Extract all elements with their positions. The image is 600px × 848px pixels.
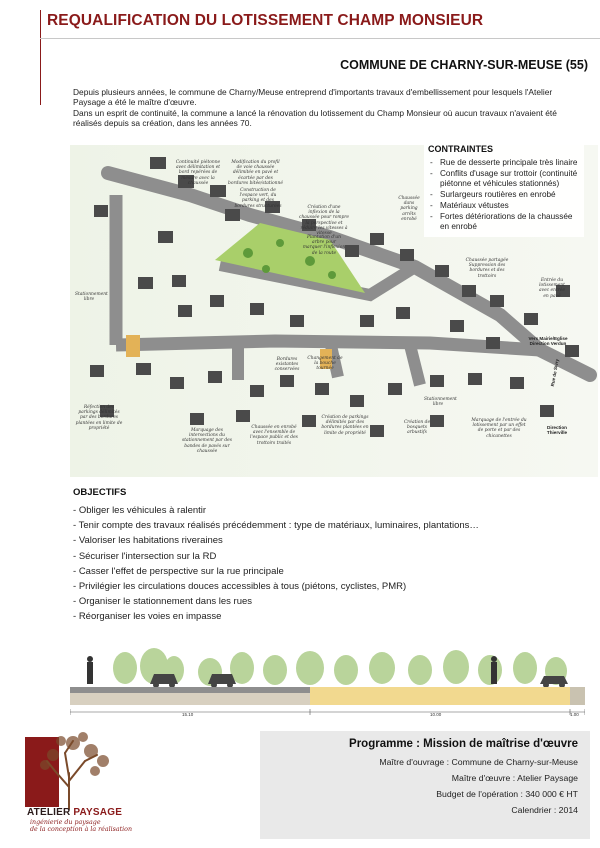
constraint-item: - Matériaux vétustes — [440, 201, 580, 211]
program-owner: Maître d'ouvrage : Commune de Charny-sur-Meuse — [379, 757, 578, 767]
curb — [570, 687, 585, 705]
logo-name-left: ATELIER — [27, 807, 71, 818]
dimension-label: 15.10 — [182, 712, 194, 717]
tree — [243, 248, 253, 258]
plan-annotation: Chaussée en enrobé avec l'ensemble de l'espace public et des trottoirs traités — [250, 425, 298, 446]
plan-annotation: Stationnement libre — [424, 397, 457, 408]
car-figures — [150, 674, 568, 688]
plan-annotation: Chaussée partagée Suppression des bordures et des trottoirs — [465, 258, 509, 279]
street-cross-section — [70, 640, 585, 722]
tree — [276, 239, 284, 247]
objective-item: - Organiser le stationnement dans les rues — [73, 594, 573, 609]
constraint-item: - Conflits d'usage sur trottoir (continuité piétonne et véhicules stationnés) — [440, 169, 580, 189]
objective-item: - Privilégier les circulations douces accessibles à tous (piétons, cyclistes, PMR) — [73, 579, 573, 594]
plan-annotation: Continuité piétonne avec délimitation et bord repérées de mesure avec la chaussée — [175, 160, 221, 186]
logo-subtitle — [30, 819, 132, 833]
tree-logo-icon — [25, 731, 130, 811]
parking-area — [126, 335, 140, 357]
logo-wordmark — [27, 807, 122, 818]
page-title: REQUALIFICATION DU LOTISSEMENT CHAMP MONSIEUR — [47, 12, 484, 29]
intro-paragraph-2: Dans un esprit de continuité, la commune a lancé la rénovation du lotissement du Champ Monsieur où aucun travaux n'avaient été réalisés depuis sa création, dans les années 70. — [73, 107, 557, 129]
objectives-list — [73, 503, 573, 625]
logo-subtitle-1: ingénierie du paysage — [30, 819, 101, 826]
plan-annotation: Réfection des parkings délimités par des bordures plantées en limite de propriété — [75, 405, 123, 431]
tree — [305, 256, 315, 266]
constraint-item: - Fortes détériorations de la chaussée en enrobé — [440, 212, 580, 232]
plan-annotation: Création de bosquets arbustifs — [403, 420, 431, 436]
cross-section-drawing — [70, 640, 585, 722]
plan-annotation: Entrée du lotissement avec entrée en pavé — [538, 278, 566, 299]
logo-name-right: PAYSAGE — [73, 807, 123, 818]
objective-item: - Tenir compte des travaux réalisés précédemment : type de matériaux, luminaires, plantations… — [73, 518, 573, 533]
plan-annotation: Stationnement libre — [75, 292, 108, 303]
objective-item: - Obliger les véhicules à ralentir — [73, 503, 573, 518]
tree — [328, 271, 336, 279]
road-name-label: Rue de Sivry — [549, 358, 560, 387]
constraints-list — [428, 158, 580, 232]
program-designer: Maître d'œuvre : Atelier Paysage — [451, 773, 578, 783]
program-panel — [260, 731, 590, 839]
plan-annotation: Création de parkings délimités par des bordures plantées en limite de propriété — [321, 415, 369, 436]
objective-item: - Valoriser les habitations riveraines — [73, 533, 573, 548]
plan-annotation: Bordures existantes conservées — [274, 357, 300, 373]
plan-annotation: Chaussée dans parking arrêts enrobé — [398, 196, 420, 222]
program-calendar: Calendrier : 2014 — [511, 805, 578, 815]
plan-annotation: Plantation d'un arbre pour marquer l'inflexion de la route — [302, 235, 346, 256]
dimension-label: 1.00 — [570, 712, 579, 717]
objective-item: - Sécuriser l'intersection sur la RD — [73, 549, 573, 564]
program-budget: Budget de l'opération : 340 000 € HT — [436, 789, 578, 799]
intro-text — [73, 87, 578, 129]
plan-annotation: Création d'une inflexion de la chaussée pour rompre la perspective et réduire les vitesses à vitesse — [298, 205, 350, 237]
trees-row — [113, 648, 567, 686]
constraints-title: CONTRAINTES — [428, 144, 493, 154]
objective-item: - Casser l'effet de perspective sur la rue principale — [73, 564, 573, 579]
constraints-panel — [424, 142, 584, 237]
plan-annotation: Modification du profil de voie chaussée délimitée en pavé et écartée par des bordures bitée/stationné — [228, 160, 283, 186]
program-title: Programme : Mission de maîtrise d'œuvre — [349, 738, 578, 750]
direction-north-label: Vers Mairie/Eglise Direction Verdun — [528, 336, 568, 347]
tree — [262, 265, 270, 273]
logo-subtitle-2: de la conception à la réalisation — [30, 826, 132, 833]
objectives-section — [73, 487, 573, 625]
plan-annotation: Marquage de l'entrée du lotissement par un effet de porte et par des chicanettes — [471, 418, 527, 439]
plan-annotation: Marquage des intersections du stationnement par des bandes de pavés sur chaussée — [181, 428, 233, 454]
subgrade-left — [70, 693, 310, 705]
plan-annotation: Construction de l'espace vert, du parking et des bordures structurées — [234, 188, 282, 209]
plan-annotation: Changement de la bouche tournée — [307, 356, 343, 372]
commune-title: COMMUNE DE CHARNY-SUR-MEUSE (55) — [340, 58, 588, 72]
intro-paragraph-1: Depuis plusieurs années, le commune de Charny/Meuse entreprend d'importants travaux d'embellissement pour lesquels l'Atelier Paysage a été le maître d'œuvre. — [73, 87, 553, 108]
constraint-item: - Surlargeurs routières en enrobé — [440, 190, 580, 200]
objective-item: - Réorganiser les voies en impasse — [73, 609, 573, 624]
dimension-label: 10.00 — [430, 712, 442, 717]
subgrade-right — [310, 687, 570, 705]
direction-south-label: Direction Thierville — [546, 425, 568, 436]
constraint-item: - Rue de desserte principale très linaire — [440, 158, 580, 168]
logo-red-block — [25, 737, 59, 807]
objectives-title: OBJECTIFS — [73, 487, 127, 498]
